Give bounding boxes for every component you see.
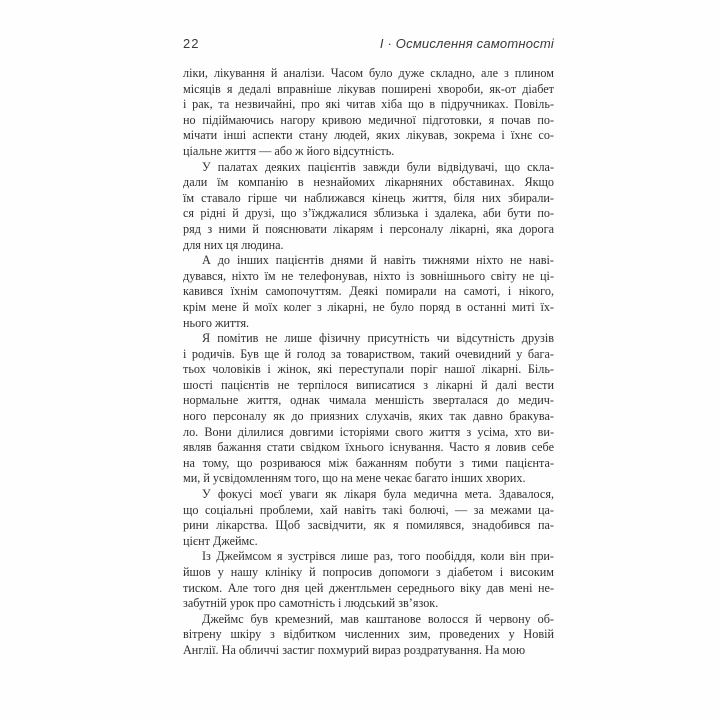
text-line: ного персоналу як до приязних слухачів, яких так давно бракува- (183, 409, 554, 424)
text-line: нього життя. (183, 315, 250, 330)
text-line: Англії. На обличчі застиг похмурий вираз роздратування. На мою (183, 642, 526, 657)
text-line: ряд з ними й пояснювати лікарям і персоналу лікарні, яка дорога (183, 221, 554, 236)
paragraph (183, 331, 554, 487)
text-line: крім мене й моїх колег з лікарні, не було поряд в останні миті їх- (183, 299, 554, 314)
text-line: їм ставало гірше чи наближався кінець життя, біля них збирали- (183, 190, 554, 205)
text-line: А до інших пацієнтів днями й навіть тижнями ніхто не наві- (202, 253, 554, 268)
text-line: що соціальні проблеми, хай навіть такі болючі, — за межами ца- (183, 502, 554, 517)
text-line: йшов у нашу клініку й попросив допомоги з діабетом і високим (183, 565, 554, 579)
paragraph (183, 253, 554, 331)
text-line: рини лікарства. Щоб засвідчити, як я помилявся, знадобився па- (183, 518, 554, 533)
text-line: ся рідні й друзі, що з’їжджалися зблизька і здалека, аби бути по- (183, 206, 554, 221)
text-line: мічати інші аспекти стану людей, яких лікував, зокрема і їхнє со- (183, 128, 554, 143)
text-line: дали їм компанію в незнайомих лікарняних обставинах. Якщо (183, 175, 554, 190)
text-line: цієнт Джеймс. (183, 533, 258, 548)
text-line: і родичів. Був ще й голод за товариством, такий очевидний у бага- (183, 346, 554, 361)
text-line: вітрену шкіру з відбитком численних зим, проведених у Новій (183, 627, 554, 642)
text-line: для них ця людина. (183, 237, 284, 252)
text-line: нормальне життя, однак чимала меншість зверталася до медич- (183, 393, 554, 408)
page-body (183, 66, 554, 659)
text-line: місяців я дедалі вправніше лікував поширені хвороби, як-от діабет (183, 81, 554, 96)
paragraph (183, 487, 554, 549)
text-line: являв бажання стати свідком їхнього існування. Часто я ловив себе (183, 440, 554, 455)
paragraph (183, 549, 554, 611)
paragraph (183, 612, 554, 659)
text-line: У палатах деяких пацієнтів завжди були відвідувачі, що скла- (202, 159, 554, 174)
text-line: кавився їхнім самопочуттям. Деякі помирали на самоті, і нікого, (183, 284, 554, 299)
text-line: ціальне життя — або ж його відсутність. (183, 143, 395, 158)
paragraph (183, 66, 554, 160)
text-line: тиском. Але того дня цей джентльмен середнього віку дав мені не- (183, 580, 554, 595)
text-line: У фокусі моєї уваги як лікаря була медична мета. Здавалося, (202, 487, 554, 502)
running-header (183, 36, 554, 51)
text-line: шості пацієнтів не терпілося виписатися з лікарні й далі вести (183, 377, 554, 392)
text-line: Із Джеймсом я зустрівся лише раз, того пообіддя, коли він при- (202, 549, 554, 564)
text-line: ліки, лікування й аналізи. Часом було дуже складно, але з плином (183, 66, 554, 80)
text-line: ми, й усвідомленням того, що на мене чекає багато інших хворих. (183, 471, 526, 486)
text-line: но підіймаючись нагору кривою медичної підготовки, я почав по- (183, 112, 554, 127)
paragraph (183, 160, 554, 254)
text-line: ло. Вони ділилися довгими історіями свого життя з усіма, хто ви- (183, 424, 554, 439)
text-line: на тому, що розриваюся між бажанням побути з тими пацієнта- (183, 455, 554, 470)
running-title: І · Осмислення самотності (379, 36, 554, 51)
page-number: 22 (183, 36, 200, 51)
text-line: Я помітив не лише фізичну присутність чи відсутність друзів (202, 331, 554, 346)
text-line: Джеймс був кремезний, мав каштанове волосся й червону об- (202, 611, 554, 626)
text-line: тьох чоловіків і жінок, які переступали поріг нашої лікарні. Біль- (183, 362, 554, 377)
text-line: забутній урок про самотність і людський зв’язок. (183, 596, 439, 611)
text-line: і рак, та незвичайні, про які читав хіба що в підручниках. Повіль- (183, 97, 554, 112)
text-line: дувався, ніхто їм не телефонував, ніхто із зовнішнього світу не ці- (183, 268, 554, 283)
